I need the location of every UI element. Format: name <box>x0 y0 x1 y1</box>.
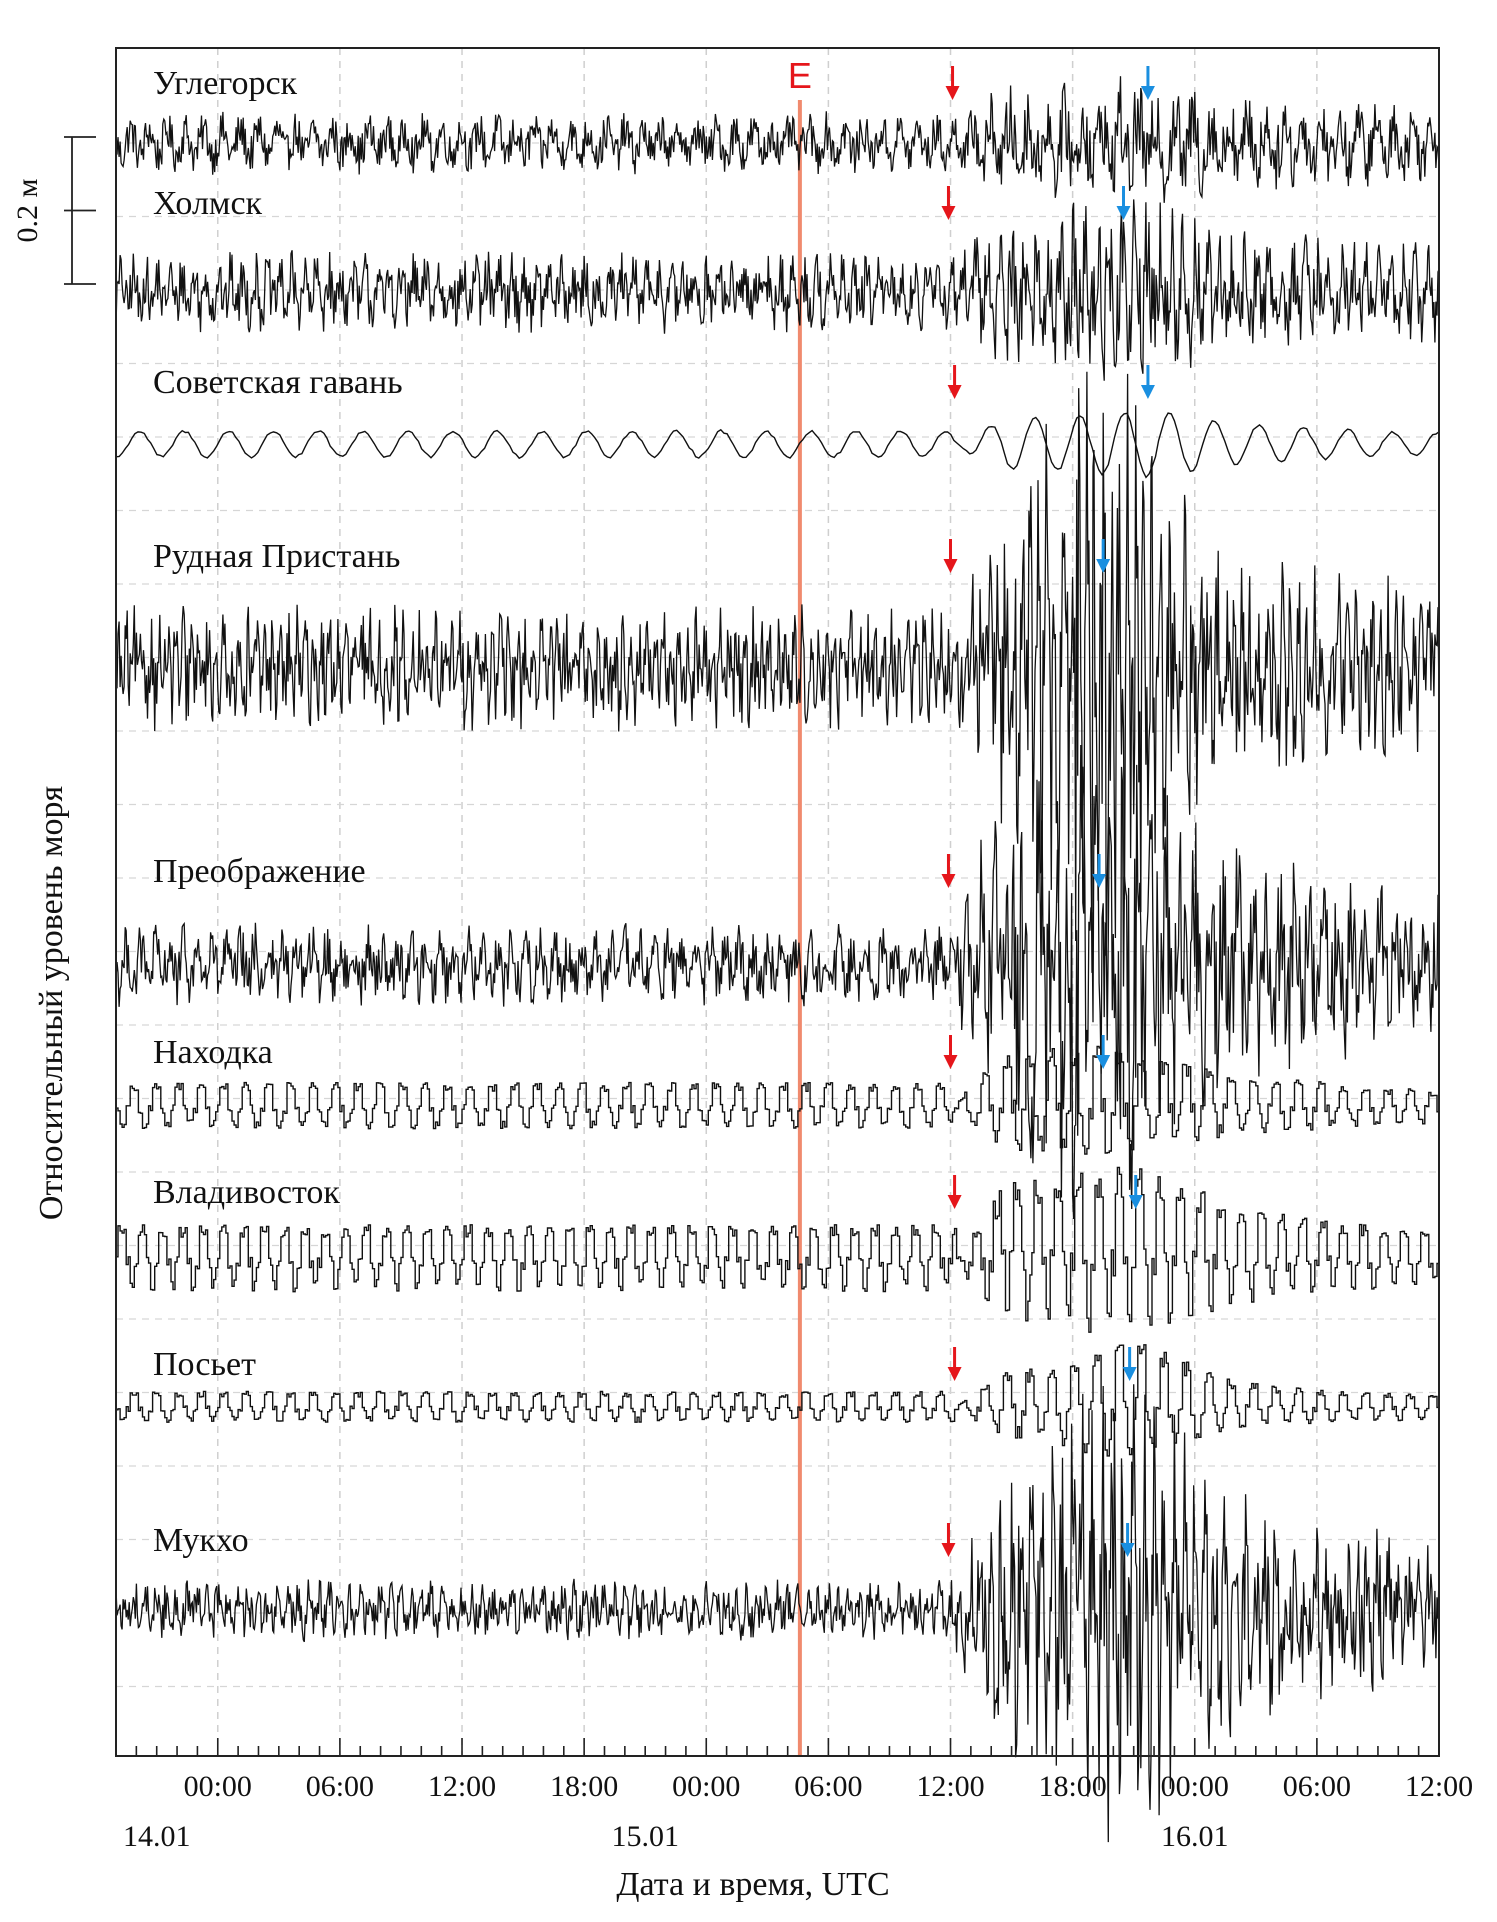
x-tick-label: 18:00 <box>1038 1770 1107 1803</box>
max-arrival-arrow <box>1123 1347 1137 1381</box>
scale-bar <box>11 137 96 284</box>
station-label: Находка <box>153 1034 273 1071</box>
station-label: Посьет <box>153 1346 256 1383</box>
first-arrival-arrow-head <box>948 1195 962 1209</box>
first-arrival-arrow <box>941 186 955 220</box>
first-arrival-arrow-head <box>941 874 955 888</box>
x-tick-label: 00:00 <box>1160 1770 1229 1803</box>
series-trace <box>116 1345 1439 1456</box>
x-tick-label: 06:00 <box>1282 1770 1352 1803</box>
series-layer <box>116 76 1439 1842</box>
x-tick-label: 00:00 <box>183 1770 252 1803</box>
max-arrival-arrow-head <box>1141 385 1155 399</box>
date-label: 14.01 <box>122 1820 191 1853</box>
x-tick-label: 06:00 <box>794 1770 863 1803</box>
x-tick-label: 00:00 <box>672 1770 741 1803</box>
date-label: 15.01 <box>611 1820 679 1853</box>
x-tick-label: 12:00 <box>1404 1770 1474 1803</box>
x-tick-label: 18:00 <box>549 1770 619 1803</box>
max-arrival-arrow-head <box>1141 86 1155 100</box>
station-label: Углегорск <box>153 65 298 102</box>
x-tick-label: 12:00 <box>916 1770 985 1803</box>
y-axis-title: Относительный уровень моря <box>33 785 70 1221</box>
station-label: Советская гавань <box>153 364 403 401</box>
first-arrival-arrow-head <box>944 1055 958 1069</box>
x-tick-label: 12:00 <box>427 1770 497 1803</box>
max-arrival-arrow <box>1096 1035 1110 1069</box>
first-arrival-arrow <box>941 854 955 888</box>
first-arrival-arrow-head <box>941 206 955 220</box>
first-arrival-arrow <box>948 1347 962 1381</box>
first-arrival-arrow-head <box>941 1543 955 1557</box>
station-label: Рудная Пристань <box>153 538 401 575</box>
station-label: Мукхо <box>153 1522 249 1559</box>
date-label: 16.01 <box>1161 1820 1229 1853</box>
first-arrival-arrow-head <box>948 1367 962 1381</box>
series-trace <box>116 76 1439 203</box>
max-arrival-arrow-head <box>1129 1195 1143 1209</box>
max-arrival-arrow-head <box>1117 206 1131 220</box>
first-arrival-arrow <box>944 539 958 573</box>
station-label: Холмск <box>153 185 263 222</box>
series-trace <box>116 745 1439 1219</box>
first-arrival-arrow <box>946 66 960 100</box>
x-axis-title: Дата и время, UTC <box>616 1866 890 1903</box>
series-trace <box>116 413 1439 477</box>
max-arrival-arrow <box>1096 539 1110 573</box>
max-arrival-arrow <box>1141 66 1155 100</box>
first-arrival-arrow <box>948 365 962 399</box>
station-label: Владивосток <box>153 1174 340 1211</box>
first-arrival-arrow-head <box>944 559 958 573</box>
first-arrival-arrow-head <box>946 86 960 100</box>
first-arrival-arrow <box>948 1175 962 1209</box>
max-arrival-arrow <box>1117 186 1131 220</box>
max-arrival-arrow-head <box>1096 1055 1110 1069</box>
x-tick-label: 06:00 <box>305 1770 375 1803</box>
max-arrival-arrow-head <box>1096 559 1110 573</box>
station-label: Преображение <box>153 853 366 890</box>
max-arrival-arrow-head <box>1123 1367 1137 1381</box>
scale-bar-label: 0.2 м <box>11 178 44 243</box>
event-label: E <box>787 55 812 96</box>
first-arrival-arrow-head <box>948 385 962 399</box>
first-arrival-arrow <box>944 1035 958 1069</box>
series-trace <box>116 1046 1439 1154</box>
